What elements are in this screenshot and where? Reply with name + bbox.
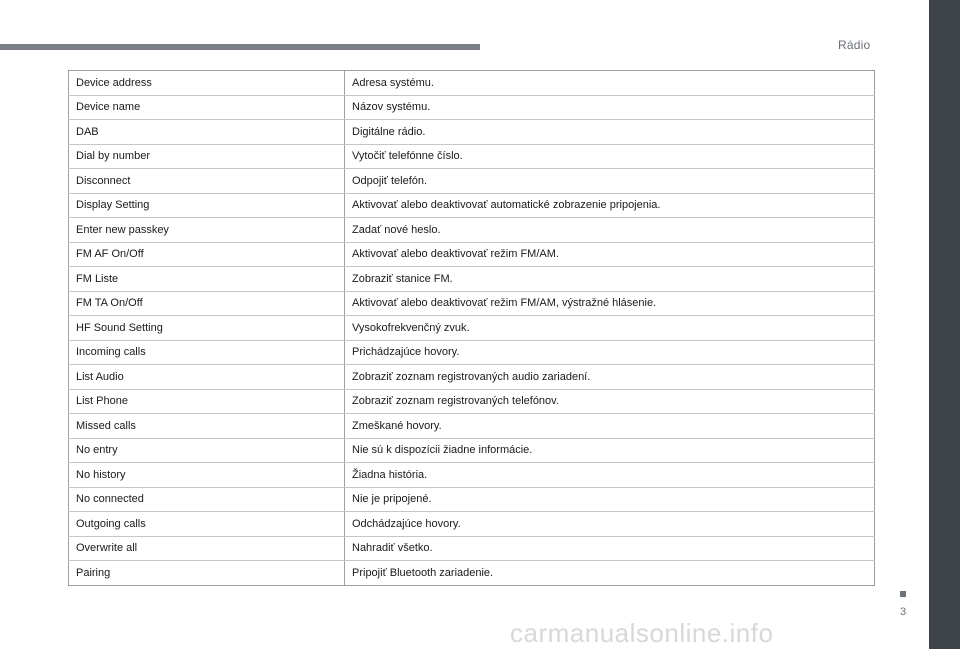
term-cell: Dial by number — [69, 144, 345, 169]
table-row — [69, 242, 875, 267]
section-title: Rádio — [838, 38, 871, 52]
table-row — [69, 389, 875, 414]
term-cell: Disconnect — [69, 169, 345, 194]
term-cell: Device address — [69, 71, 345, 96]
watermark: carmanualsonline.info — [510, 618, 774, 648]
term-cell: FM TA On/Off — [69, 291, 345, 316]
term-cell: No entry — [69, 438, 345, 463]
header-rule — [0, 44, 480, 50]
term-cell: DAB — [69, 120, 345, 145]
translation-cell: Žiadna história. — [345, 463, 875, 488]
glossary-table — [68, 70, 875, 586]
translation-cell: Názov systému. — [345, 95, 875, 120]
table-row — [69, 340, 875, 365]
table-row — [69, 193, 875, 218]
page-number: 3 — [900, 606, 907, 618]
translation-cell: Aktivovať alebo deaktivovať automatické zobrazenie pripojenia. — [345, 193, 875, 218]
table-row — [69, 291, 875, 316]
translation-cell: Zobraziť stanice FM. — [345, 267, 875, 292]
translation-cell: Aktivovať alebo deaktivovať režim FM/AM. — [345, 242, 875, 267]
translation-cell: Vysokofrekvenčný zvuk. — [345, 316, 875, 341]
table-row — [69, 316, 875, 341]
translation-cell: Pripojiť Bluetooth zariadenie. — [345, 561, 875, 586]
term-cell: Enter new passkey — [69, 218, 345, 243]
term-cell: Incoming calls — [69, 340, 345, 365]
term-cell: Pairing — [69, 561, 345, 586]
table-row — [69, 267, 875, 292]
translation-cell: Zobraziť zoznam registrovaných telefónov. — [345, 389, 875, 414]
translation-cell: Digitálne rádio. — [345, 120, 875, 145]
table-row — [69, 365, 875, 390]
term-cell: HF Sound Setting — [69, 316, 345, 341]
table-row — [69, 561, 875, 586]
translation-cell: Vytočiť telefónne číslo. — [345, 144, 875, 169]
term-cell: Outgoing calls — [69, 512, 345, 537]
translation-cell: Adresa systému. — [345, 71, 875, 96]
translation-cell: Zmeškané hovory. — [345, 414, 875, 439]
term-cell: Overwrite all — [69, 536, 345, 561]
table-row — [69, 218, 875, 243]
side-bar — [929, 0, 960, 649]
page-marker — [900, 591, 906, 597]
table-row — [69, 169, 875, 194]
table-row — [69, 71, 875, 96]
translation-cell: Odpojiť telefón. — [345, 169, 875, 194]
table-row — [69, 95, 875, 120]
table-row — [69, 512, 875, 537]
translation-cell: Prichádzajúce hovory. — [345, 340, 875, 365]
term-cell: List Phone — [69, 389, 345, 414]
table-row — [69, 438, 875, 463]
term-cell: No connected — [69, 487, 345, 512]
term-cell: Display Setting — [69, 193, 345, 218]
table-row — [69, 536, 875, 561]
term-cell: Missed calls — [69, 414, 345, 439]
translation-cell: Nie je pripojené. — [345, 487, 875, 512]
term-cell: No history — [69, 463, 345, 488]
translation-cell: Odchádzajúce hovory. — [345, 512, 875, 537]
table-row — [69, 144, 875, 169]
table-row — [69, 463, 875, 488]
term-cell: Device name — [69, 95, 345, 120]
translation-cell: Aktivovať alebo deaktivovať režim FM/AM, výstražné hlásenie. — [345, 291, 875, 316]
term-cell: FM AF On/Off — [69, 242, 345, 267]
table-row — [69, 487, 875, 512]
translation-cell: Nahradiť všetko. — [345, 536, 875, 561]
table-row — [69, 414, 875, 439]
term-cell: List Audio — [69, 365, 345, 390]
glossary-body — [69, 71, 875, 586]
term-cell: FM Liste — [69, 267, 345, 292]
table-row — [69, 120, 875, 145]
translation-cell: Zobraziť zoznam registrovaných audio zariadení. — [345, 365, 875, 390]
translation-cell: Zadať nové heslo. — [345, 218, 875, 243]
translation-cell: Nie sú k dispozícii žiadne informácie. — [345, 438, 875, 463]
